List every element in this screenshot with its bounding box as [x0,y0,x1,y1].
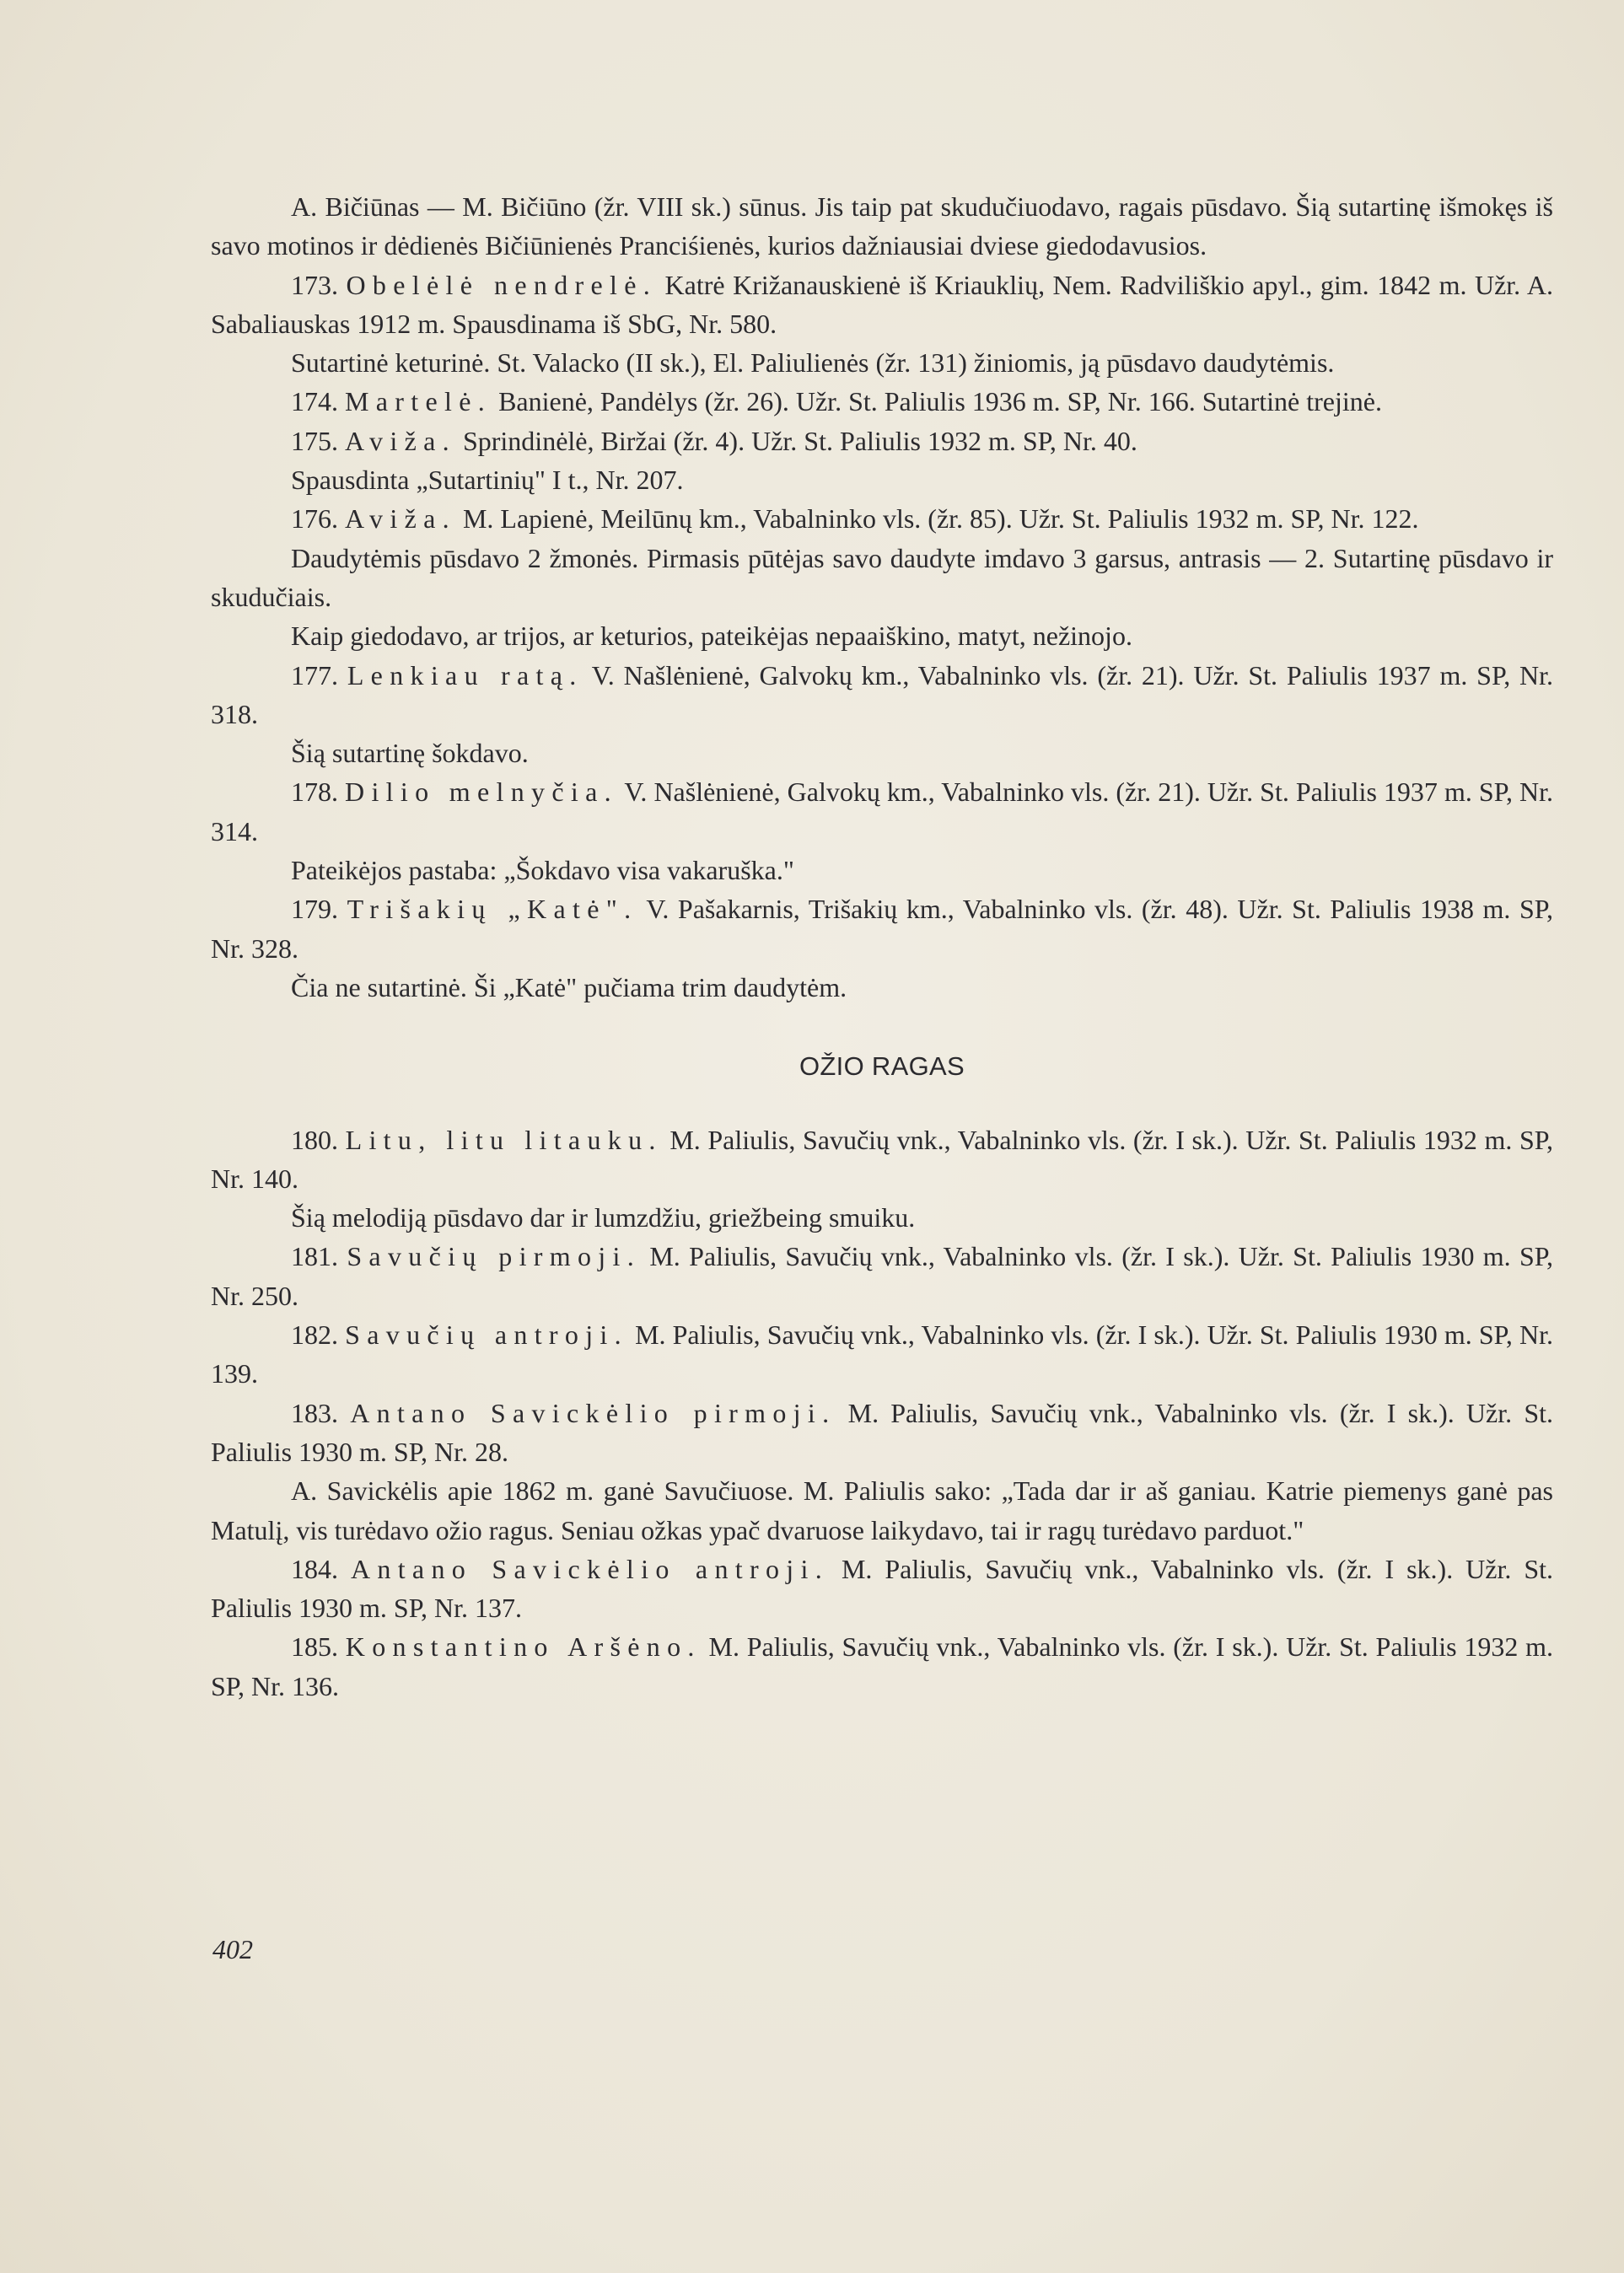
entry-details: V. Pašakarnis, Trišakių km., Vabalninko vls. (žr. 48). Užr. St. Paliulis 1938 m. SP, Nr. 328. [211,894,1554,964]
body-paragraph: Sutartinė keturinė. St. Valacko (II sk.), El. Paliulienės (žr. 131) žiniomis, ją pūsdavo daudytėmis. [291,347,1335,379]
entry-details: M. Paliulis, Savučių vnk., Vabalninko vls. (žr. I sk.). Užr. St. Paliulis 1930 m. SP, Nr. 28. [211,1397,1554,1467]
body-paragraph: A. Savickėlis apie 1862 m. ganė Savučiuose. M. Paliulis sako: „Tada dar ir aš ganiau. Katrie piemenys ganė pas Matulį, vis turėdavo ožio ragus. Seniau ožkas ypač dvaruose laikydavo, tai ir ragų turėdavo parduot." [211,1475,1553,1545]
entry-title: Antano Savickėlio antroji. [350,1553,830,1584]
body-paragraph: Kaip giedodavo, ar trijos, ar keturios, pateikėjas nepaaiškino, matyt, nežinojo. [291,621,1132,652]
entry-number: 176. [291,503,338,535]
entry-title: Savučių pirmoji. [347,1241,642,1272]
entry-title: Trišakių „Katė". [347,894,638,925]
entry-details: M. Paliulis, Savučių vnk., Vabalninko vls. (žr. I sk.). Užr. St. Paliulis 1930 m. SP, Nr. 139. [211,1319,1554,1389]
entry-details: Banienė, Pandėlys (žr. 26). Užr. St. Paliulis 1936 m. SP, Nr. 166. Sutartinė trejinė. [492,386,1382,417]
entry-paragraph [211,382,1553,421]
entry-paragraph [211,1394,1553,1472]
entry-paragraph [211,1550,1553,1628]
entry-number: 183. [291,1397,338,1428]
entry-paragraph [211,499,1553,538]
body-text [211,187,1553,1706]
entry-details: Sprindinėlė, Biržai (žr. 4). Užr. St. Paliulis 1932 m. SP, Nr. 40. [455,425,1137,456]
page-number: 402 [212,1934,253,1964]
entry-details: Katrė Križanauskienė iš Kriauklių, Nem. Radviliškio apyl., gim. 1842 m. Užr. A. Sabaliauskas 1912 m. Spausdinama iš SbG, Nr. 580. [211,269,1554,339]
entry-title: Savučių antroji. [345,1319,628,1351]
entry-details: M. Lapienė, Meilūnų km., Vabalninko vls. (žr. 85). Užr. St. Paliulis 1932 m. SP, Nr. 122. [455,503,1419,535]
entry-paragraph [211,889,1553,968]
entry-number: 181. [291,1241,338,1272]
entry-paragraph [211,1237,1553,1315]
entry-paragraph [211,1627,1553,1706]
entry-number: 178. [291,776,338,808]
entry-paragraph [211,772,1553,851]
entry-details: V. Našlėnienė, Galvokų km., Vabalninko vls. (žr. 21). Užr. St. Paliulis 1937 m. SP, Nr. 314. [211,776,1553,846]
body-paragraph: Daudytėmis pūsdavo 2 žmonės. Pirmasis pūtėjas savo daudyte imdavo 3 garsus, antrasis — 2. Sutartinę pūsdavo ir skudučiais. [211,542,1553,612]
entry-number: 175. [291,425,338,456]
entry-details: M. Paliulis, Savučių vnk., Vabalninko vls. (žr. I sk.). Užr. St. Paliulis 1930 m. SP, Nr. 137. [211,1553,1554,1624]
entry-paragraph [211,422,1553,460]
entry-title: Konstantino Aršėno. [345,1631,702,1663]
entry-title: Lenkiau ratą. [347,659,583,690]
entry-details: M. Paliulis, Savučių vnk., Vabalninko vls. (žr. I sk.). Užr. St. Paliulis 1932 m. SP, Nr. 136. [211,1631,1553,1701]
entry-number: 180. [291,1124,338,1155]
entry-title: Martelė. [345,386,492,417]
entry-number: 185. [291,1631,338,1663]
entry-paragraph [211,1315,1553,1394]
body-paragraph: A. Bičiūnas — M. Bičiūno (žr. VIII sk.) sūnus. Jis taip pat skudučiuodavo, ragais pūsdavo. Šią sutartinę išmokęs iš savo motinos ir dėdienės Bičiūnienės Pranciśienės, kurios dažniausiai dviese giedodavusios. [211,191,1553,261]
entry-number: 174. [291,386,338,417]
entry-details: V. Našlėnienė, Galvokų km., Vabalninko vls. (žr. 21). Užr. St. Paliulis 1937 m. SP, Nr. 318. [211,659,1554,729]
body-paragraph: Čia ne sutartinė. Ši „Katė" pučiama trim daudytėm. [291,971,847,1002]
body-paragraph: Pateikėjos pastaba: „Šokdavo visa vakaruška." [291,855,794,886]
entry-details: M. Paliulis, Savučių vnk., Vabalninko vls. (žr. I sk.). Užr. St. Paliulis 1932 m. SP, Nr. 140. [211,1124,1553,1194]
entry-title: Dilio melnyčia. [345,776,618,808]
section-heading: OŽIO RAGAS [799,1051,965,1082]
entry-title: Antano Savickėlio pirmoji. [350,1397,836,1428]
entry-paragraph [211,266,1553,344]
body-paragraph: Šią sutartinę šokdavo. [291,738,529,769]
entry-number: 179. [291,894,338,925]
body-paragraph: Spausdinta „Sutartinių" I t., Nr. 207. [291,465,684,496]
body-paragraph: Šią melodiją pūsdavo dar ir lumzdžiu, griežbeing smuiku. [291,1202,916,1233]
entry-number: 184. [291,1553,338,1584]
entry-number: 177. [291,659,338,690]
entry-title: Obelėlė nendrelė. [346,269,658,300]
entry-number: 173. [291,269,338,300]
entry-paragraph [211,656,1553,734]
entry-title: Litu, litu litauku. [345,1124,663,1155]
entry-title: Aviža. [345,503,456,535]
entry-number: 182. [291,1319,338,1351]
entry-paragraph [211,1120,1553,1199]
entry-details: M. Paliulis, Savučių vnk., Vabalninko vls. (žr. I sk.). Užr. St. Paliulis 1930 m. SP, Nr. 250. [211,1241,1554,1311]
entry-title: Aviža. [345,425,456,456]
